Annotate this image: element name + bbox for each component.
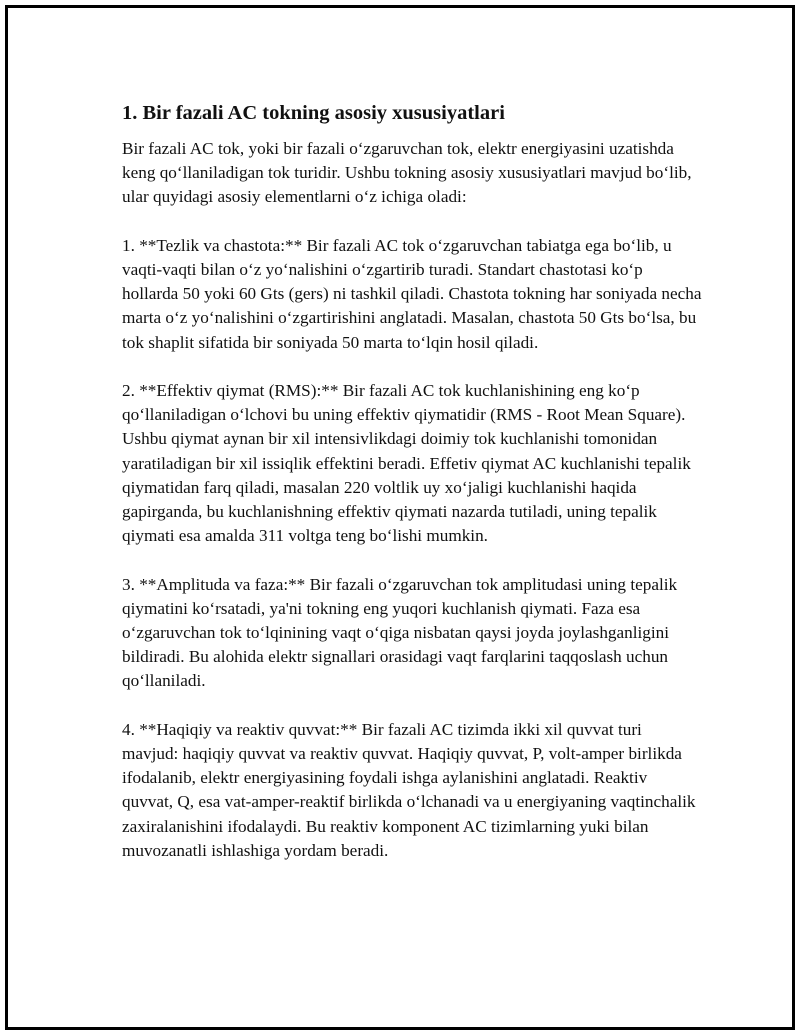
paragraph-rms: 2. **Effektiv qiymat (RMS):** Bir fazali AC tok kuchlanishining eng koʻp qoʻllaniladigan oʻlchovi bu uning effektiv qiymatidir (RMS - Root Mean Square). Ushbu qiymat aynan bir xil intensivlikdagi doimiy tok kuchlanishi tomonidan yaratiladigan bir xil issiqlik effektini beradi. Effetiv qiymat AC kuchlanishi tepalik qiymatidan farq qiladi, masalan 220 voltlik uy xoʻjaligi kuchlanishi haqida gapirganda, bu kuchlanishning effektiv qiymati nazarda tutiladi, uning tepalik qiymati esa amalda 311 voltga teng boʻlishi mumkin. (122, 381, 691, 546)
page-frame (5, 5, 795, 1030)
intro-paragraph: Bir fazali AC tok, yoki bir fazali oʻzgaruvchan tok, elektr energiyasini uzatishda keng qoʻllaniladigan tok turidir. Ushbu tokning asosiy xususiyatlari mavjud boʻlib, ular quyidagi asosiy elementlarni oʻz ichiga oladi: (122, 139, 692, 207)
paragraph-frequency: 1. **Tezlik va chastota:** Bir fazali AC tok oʻzgaruvchan tabiatga ega boʻlib, u vaqti-vaqti bilan oʻz yoʻnalishini oʻzgartirib turadi. Standart chastotasi koʻp hollarda 50 yoki 60 Gts (gers) ni tashkil qiladi. Chastota tokning har soniyada necha marta oʻz yoʻnalishini oʻzgartirishini anglatadi. Masalan, chastota 50 Gts boʻlsa, bu tok shaplit sifatida bir soniyada 50 marta toʻlqin hosil qiladi. (122, 235, 702, 352)
document-body (122, 101, 702, 887)
paragraph-amplitude-phase: 3. **Amplituda va faza:** Bir fazali oʻzgaruvchan tok amplitudasi uning tepalik qiymatini koʻrsatadi, ya'ni tokning eng yuqori kuchlanish qiymati. Faza esa oʻzgaruvchan tok toʻlqinining vaqt oʻqiga nisbatan qaysi joyda joylashganligini bildiradi. Bu alohida elektr signallari orasidagi vaqt farqlarini taqqoslash uchun qoʻllaniladi. (122, 574, 678, 691)
paragraph-power: 4. **Haqiqiy va reaktiv quvvat:** Bir fazali AC tizimda ikki xil quvvat turi mavjud: haqiqiy quvvat va reaktiv quvvat. Haqiqiy quvvat, P, volt-amper birlikda ifodalanib, elektr energiyasining foydali ishga aylanishini anglatadi. Reaktiv quvvat, Q, esa vat-amper-reaktif birlikda oʻlchanadi va u energiyaning vaqtinchalik zaxiralanishini ifodalaydi. Bu reaktiv komponent AC tizimlarning yuki bilan muvozanatli ishlashiga yordam beradi. (122, 719, 696, 860)
document-title: 1. Bir fazali AC tokning asosiy xususiyatlari (122, 102, 505, 124)
